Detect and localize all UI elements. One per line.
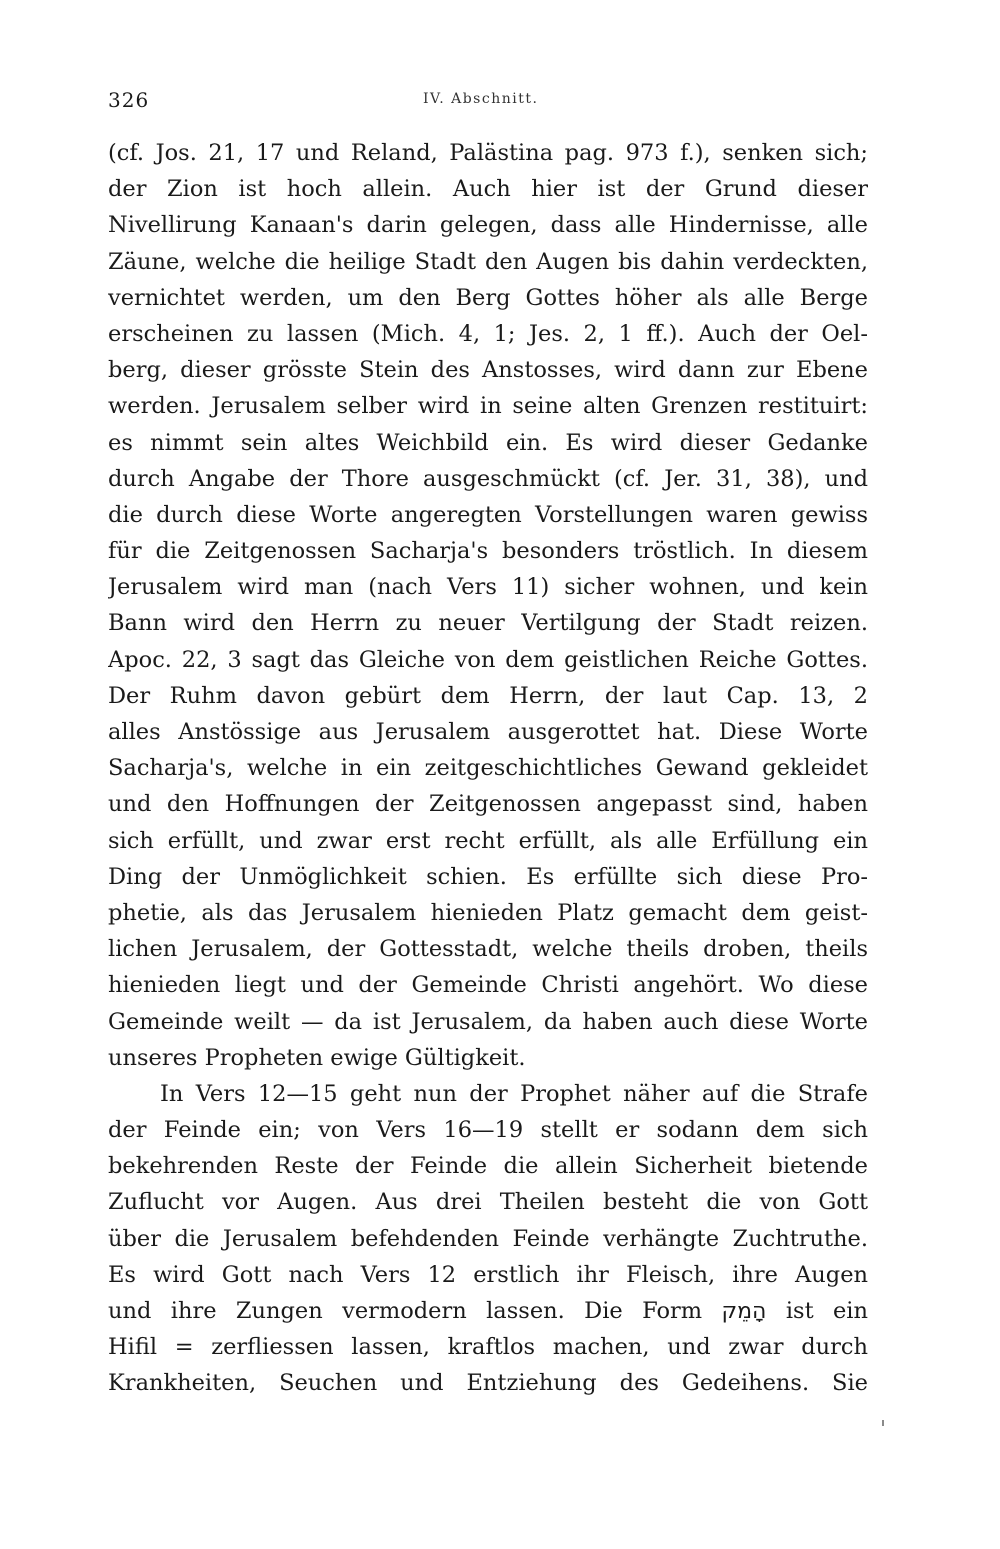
text-line: Sacharja's, welche in ein zeitgeschichtliches Gewand gekleidet (108, 755, 868, 782)
text-line: Hifil = zerfliessen lassen, kraftlos machen, und zwar durch (108, 1334, 868, 1361)
text-line: Krankheiten, Seuchen und Entziehung des Gedeihens. Sie (108, 1370, 868, 1397)
text-line: die durch diese Worte angeregten Vorstellungen waren gewiss (108, 501, 868, 528)
text-line: phetie, als das Jerusalem hienieden Platz gemacht dem geist- (108, 899, 868, 926)
paragraph-2 (108, 1076, 868, 1402)
text-line: Zuflucht vor Augen. Aus drei Theilen besteht die von Gott (108, 1189, 868, 1216)
text-line: es nimmt sein altes Weichbild ein. Es wird dieser Gedanke (108, 429, 868, 456)
text-line: durch Angabe der Thore ausgeschmückt (cf. Jer. 31, 38), und (108, 465, 868, 492)
margin-mark (882, 1420, 884, 1426)
text-line: Gemeinde weilt — da ist Jerusalem, da haben auch diese Worte (108, 1008, 868, 1035)
running-head: IV. Abschnitt. (423, 91, 539, 107)
text-line: lichen Jerusalem, der Gottesstadt, welche theils droben, theils (108, 936, 868, 963)
text-line: werden. Jerusalem selber wird in seine alten Grenzen restituirt: (108, 393, 868, 420)
text-line: Jerusalem wird man (nach Vers 11) sicher wohnen, und kein (108, 574, 868, 601)
text-line: und den Hoffnungen der Zeitgenossen angepasst sind, haben (108, 791, 868, 818)
text-line: Nivellirung Kanaan's darin gelegen, dass alle Hindernisse, alle (108, 212, 868, 239)
text-line: Bann wird den Herrn zu neuer Vertilgung der Stadt reizen. (108, 610, 868, 637)
text-line: alles Anstössige aus Jerusalem ausgerottet hat. Diese Worte (108, 719, 868, 745)
text-line: berg, dieser grösste Stein des Anstosses, wird dann zur Ebene (108, 357, 868, 384)
text-line: sich erfüllt, und zwar erst recht erfüllt, als alle Erfüllung ein (108, 827, 868, 854)
text-segment: ist ein (785, 1298, 868, 1324)
text-segment: und ihre Zungen vermodern lassen. Die Form (108, 1298, 703, 1324)
paragraph-1 (108, 135, 868, 1076)
text-line: In Vers 12—15 geht nun der Prophet näher auf die Strafe (160, 1080, 868, 1107)
text-line: Es wird Gott nach Vers 12 erstlich ihr Fleisch, ihre Augen (108, 1261, 868, 1288)
page-number: 326 (108, 88, 150, 112)
hebrew-word: הָמֵק (721, 1299, 767, 1324)
text-line: hienieden liegt und der Gemeinde Christi angehört. Wo diese (108, 972, 868, 999)
text-line: vernichtet werden, um den Berg Gottes höher als alle Berge (108, 284, 868, 311)
text-line: Zäune, welche die heilige Stadt den Augen bis dahin verdeckten, (108, 248, 868, 275)
text-line-with-hebrew (108, 1293, 868, 1329)
text-line: erscheinen zu lassen (Mich. 4, 1; Jes. 2, 1 ff.). Auch der Oel- (108, 320, 868, 347)
text-line: (cf. Jos. 21, 17 und Reland, Palästina pag. 973 f.), senken sich; (108, 140, 868, 166)
text-line: über die Jerusalem befehdenden Feinde verhängte Zuchtruthe. (108, 1225, 868, 1252)
text-line: für die Zeitgenossen Sacharja's besonders tröstlich. In diesem (108, 538, 868, 565)
text-line: Apoc. 22, 3 sagt das Gleiche von dem geistlichen Reiche Gottes. (108, 646, 868, 673)
page-header (108, 88, 868, 116)
text-line: Der Ruhm davon gebürt dem Herrn, der laut Cap. 13, 2 (108, 682, 868, 709)
text-line: unseres Propheten ewige Gültigkeit. (108, 1044, 526, 1071)
text-line: der Feinde ein; von Vers 16—19 stellt er sodann dem sich (108, 1117, 868, 1144)
body-text (108, 135, 868, 1402)
text-line: bekehrenden Reste der Feinde die allein Sicherheit bietende (108, 1153, 868, 1180)
text-line: der Zion ist hoch allein. Auch hier ist der Grund dieser (108, 176, 868, 203)
text-line: Ding der Unmöglichkeit schien. Es erfüllte sich diese Pro- (108, 863, 868, 890)
